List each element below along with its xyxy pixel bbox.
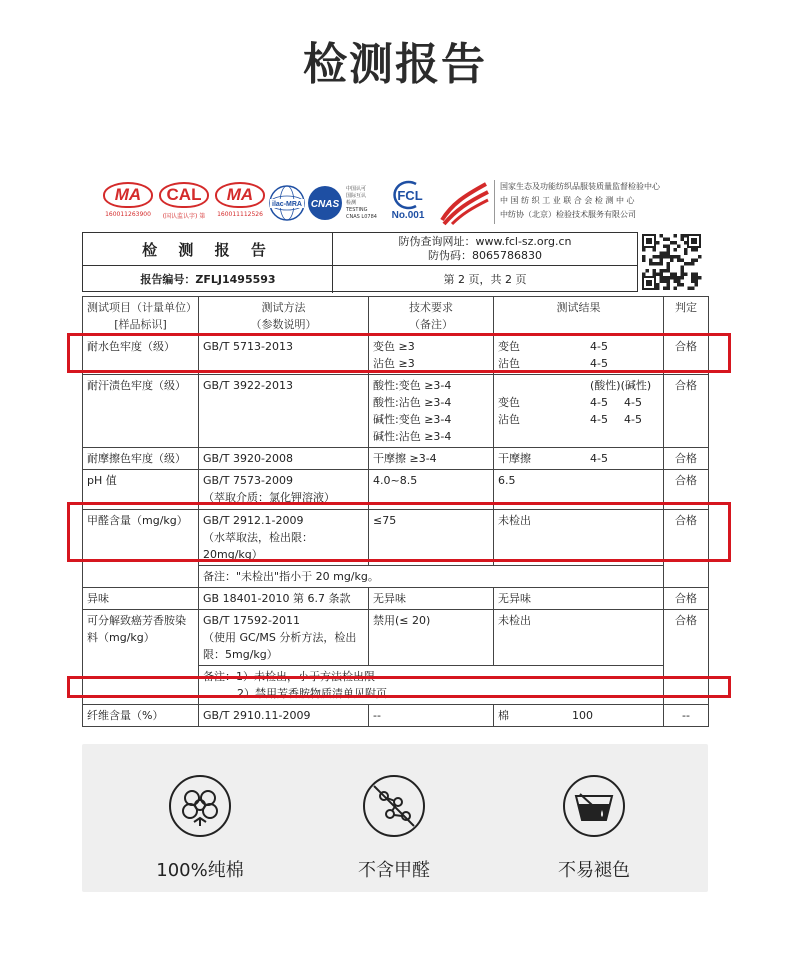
- cma-logo-left: MA 160011263900: [102, 182, 154, 218]
- feature-strip: [82, 744, 708, 892]
- test-report: [82, 176, 708, 722]
- textile-center-emblem-icon: [438, 180, 490, 226]
- header-verdict: 判定: [664, 297, 709, 336]
- feature-cotton: 100%纯棉: [130, 774, 270, 882]
- report-number: 报告编号：ZFLJ1495593: [140, 273, 276, 286]
- report-header: [82, 232, 708, 292]
- table-row: 耐摩擦色牢度（级） GB/T 3920-2008 干摩擦 ≥3-4 干摩擦 4-5 合格: [83, 448, 709, 470]
- org-names: 国家生态及功能纺织品服装质量监督检验中心 中 国 纺 织 工 业 联 合 会 检 测 中 心 中纺协（北京）检验技术服务有限公司: [500, 182, 660, 219]
- org-separator: [494, 180, 495, 224]
- table-row: 耐水色牢度（级） GB/T 5713-2013 变色 ≥3 沾色 ≥3 变色 4-5 沾色 4-5 合格: [83, 336, 709, 375]
- table-row: 甲醛含量（mg/kg） GB/T 2912.1-2009 （水萃取法，检出限：20mg/kg） ≤75 未检出 合格: [83, 510, 709, 566]
- fcl-text: FCL: [397, 188, 423, 203]
- table-row: pH 值 GB/T 7573-2009 （萃取介质：氯化钾溶液） 4.0~8.5 6.5 合格: [83, 470, 709, 510]
- table-note-row: 备注："未检出"指小于 20 mg/kg。: [83, 566, 709, 588]
- anti-fake-info: 防伪查询网址：www.fcl-sz.org.cn 防伪码：8065786830: [398, 235, 572, 262]
- cnas-testing-text: 中国认可 国际互认 检测 TESTING CNAS L0784: [346, 186, 377, 220]
- results-table: [82, 296, 709, 727]
- table-row: 可分解致癌芳香胺染 料（mg/kg） GB/T 17592-2011 （使用 GC/MS 分析方法，检出 限：5mg/kg） 禁用(≤ 20) 未检出 合格: [83, 610, 709, 666]
- table-note-row: 备注：1）未检出，小于方法检出限 2）禁用芳香胺物质清单见附页: [83, 666, 709, 705]
- report-title: 检 测 报 告: [142, 241, 274, 259]
- feature-no-formaldehyde: 不含甲醛: [324, 774, 464, 882]
- table-row: 异味 GB 18401-2010 第 6.7 条款 无异味 无异味 合格: [83, 588, 709, 610]
- header-requirement: 技术要求 （备注）: [369, 297, 494, 336]
- page-info: 第 2 页，共 2 页: [443, 273, 527, 286]
- no-formaldehyde-molecule-icon: [362, 774, 426, 838]
- header-item: 测试项目（计量单位） [样品标识]: [83, 297, 199, 336]
- fcl-logo: FCL No.001: [382, 180, 434, 221]
- certification-logos: [82, 176, 708, 230]
- feature-colorfast: 不易褪色: [524, 774, 664, 882]
- cnas-text: CNAS: [310, 199, 340, 210]
- header-method: 测试方法 （参数说明）: [199, 297, 369, 336]
- fcl-mark-icon: [386, 180, 430, 210]
- table-header-row: [83, 297, 709, 336]
- cma-logo-right: MA 160011112526: [214, 182, 266, 218]
- cnas-logo: [306, 184, 344, 222]
- qr-code: [642, 234, 702, 290]
- table-row: 耐汗渍色牢度（级） GB/T 3922-2013 酸性:变色 ≥3-4 酸性:沾色 ≥3-4 碱性:变色 ≥3-4 碱性:沾色 ≥3-4 (酸性)(碱性) 变色 4-5 4-5 沾色 4-5 4-5 合格: [83, 375, 709, 448]
- color-fast-dye-icon: [562, 774, 626, 838]
- ilac-mra-logo: [268, 184, 306, 222]
- header-result: 测试结果: [494, 297, 664, 336]
- ilac-text: ilac-MRA: [272, 201, 302, 208]
- table-row: 纤维含量（%） GB/T 2910.11-2009 -- 棉 100 --: [83, 705, 709, 727]
- page-title: 检测报告: [303, 39, 487, 90]
- cotton-flower-icon: [168, 774, 232, 838]
- cal-logo: CAL (国认监认字) 第: [158, 182, 210, 220]
